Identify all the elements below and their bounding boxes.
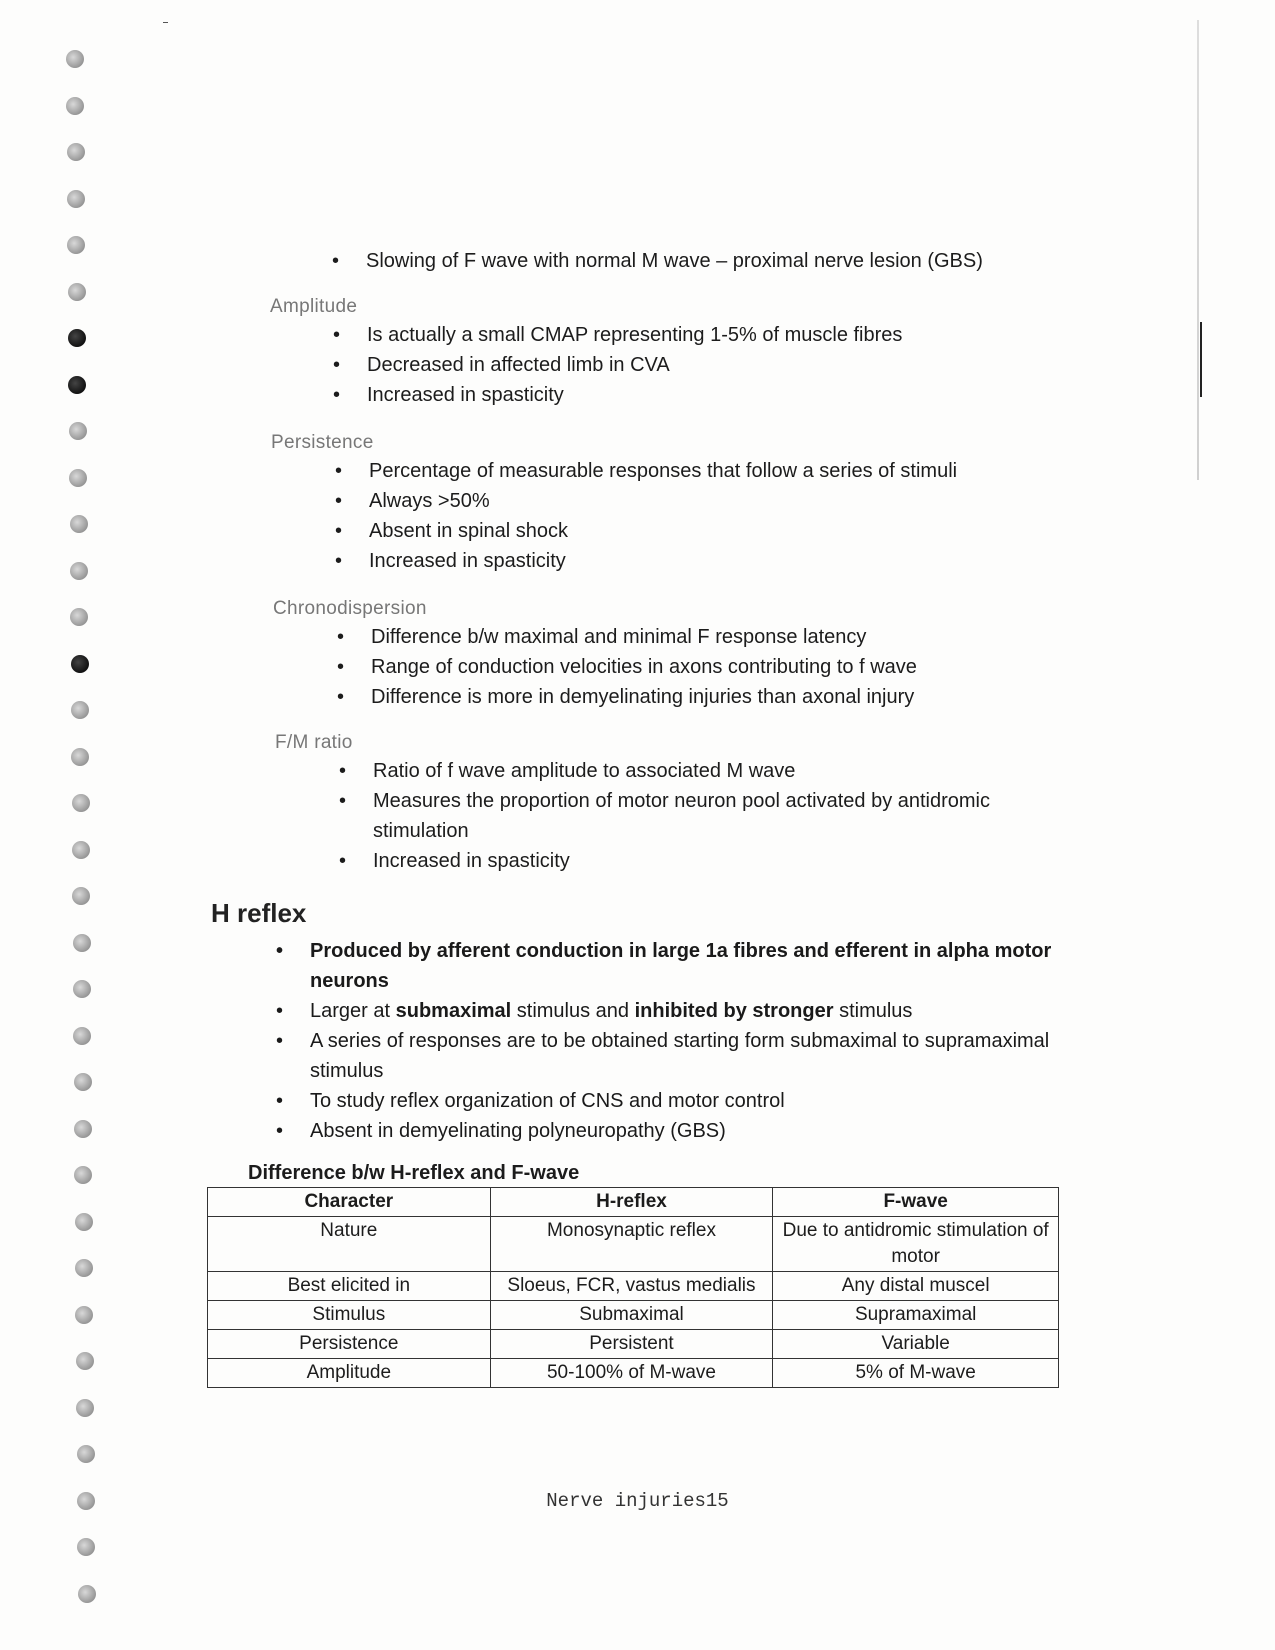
list-item: • Difference b/w maximal and minimal F response latency <box>337 622 917 652</box>
list-item: • Slowing of F wave with normal M wave – proximal nerve lesion (GBS) <box>332 246 983 276</box>
table-header-row <box>208 1188 1059 1217</box>
scan-tick <box>163 22 168 23</box>
table-cell: Submaximal <box>490 1301 773 1330</box>
binder-hole-icon <box>66 50 84 68</box>
table-cell: Nature <box>208 1217 491 1272</box>
list-item: • Increased in spasticity <box>339 846 1059 876</box>
binder-hole-icon <box>71 701 89 719</box>
binder-hole-icon <box>72 794 90 812</box>
list-item: • Absent in spinal shock <box>335 516 957 546</box>
binder-hole-icon <box>73 980 91 998</box>
binder-hole-icon <box>70 515 88 533</box>
binder-hole-icon <box>77 1445 95 1463</box>
binder-hole-icon <box>70 562 88 580</box>
binder-hole-icon <box>74 1166 92 1184</box>
table-cell: Best elicited in <box>208 1272 491 1301</box>
table-cell: Persistence <box>208 1330 491 1359</box>
chronodispersion-list <box>337 622 917 712</box>
binder-hole-icon <box>73 934 91 952</box>
amplitude-list <box>333 320 902 410</box>
section-heading-chronodispersion: Chronodispersion <box>273 598 427 619</box>
header-f-wave: F-wave <box>773 1188 1059 1217</box>
list-item: • Larger at submaximal stimulus and inhibited by stronger stimulus <box>276 996 1056 1026</box>
table-row <box>208 1330 1059 1359</box>
table-row <box>208 1217 1059 1272</box>
binder-hole-icon <box>70 608 88 626</box>
binder-hole-icon <box>77 1538 95 1556</box>
binder-hole-icon <box>68 329 86 347</box>
fm-ratio-list <box>339 756 1059 876</box>
binder-hole-icon <box>75 1213 93 1231</box>
table-cell: Stimulus <box>208 1301 491 1330</box>
binder-hole-icon <box>72 841 90 859</box>
section-heading-fm-ratio: F/M ratio <box>275 732 353 753</box>
top-bullet-list <box>332 246 983 276</box>
header-h-reflex: H-reflex <box>490 1188 773 1217</box>
binder-hole-icon <box>67 190 85 208</box>
table-row <box>208 1359 1059 1388</box>
binder-hole-icon <box>67 143 85 161</box>
table-cell: Persistent <box>490 1330 773 1359</box>
page-footer: Nerve injuries15 <box>546 1490 729 1512</box>
list-item: • A series of responses are to be obtained starting form submaximal to supramaximal stimulus <box>276 1026 1056 1086</box>
table-caption: Difference b/w H-reflex and F-wave <box>248 1162 580 1184</box>
binder-hole-icon <box>68 376 86 394</box>
list-item: • Percentage of measurable responses that follow a series of stimuli <box>335 456 957 486</box>
binder-hole-icon <box>74 1120 92 1138</box>
table-cell: Monosynaptic reflex <box>490 1217 773 1272</box>
comparison-table <box>207 1187 1059 1388</box>
binder-hole-icon <box>67 236 85 254</box>
list-item: • Produced by afferent conduction in large 1a fibres and efferent in alpha motor neurons <box>276 936 1056 996</box>
binder-hole-icon <box>76 1352 94 1370</box>
list-item: • Difference is more in demyelinating injuries than axonal injury <box>337 682 917 712</box>
section-heading-amplitude: Amplitude <box>270 296 358 317</box>
h-reflex-heading: H reflex <box>211 898 307 928</box>
table-cell: 50-100% of M-wave <box>490 1359 773 1388</box>
binder-hole-icon <box>72 887 90 905</box>
list-item: • Decreased in affected limb in CVA <box>333 350 902 380</box>
header-character: Character <box>208 1188 491 1217</box>
binder-hole-icon <box>69 422 87 440</box>
table-cell: Amplitude <box>208 1359 491 1388</box>
persistence-list <box>335 456 957 576</box>
list-item: • Absent in demyelinating polyneuropathy (GBS) <box>276 1116 1056 1146</box>
list-item: • Range of conduction velocities in axons contributing to f wave <box>337 652 917 682</box>
binder-hole-icon <box>71 748 89 766</box>
binder-hole-icon <box>66 97 84 115</box>
binder-hole-icon <box>75 1306 93 1324</box>
binder-hole-icon <box>78 1585 96 1603</box>
table-cell: Any distal muscel <box>773 1272 1059 1301</box>
binder-hole-icon <box>73 1027 91 1045</box>
list-item: • Is actually a small CMAP representing 1-5% of muscle fibres <box>333 320 902 350</box>
table-row <box>208 1301 1059 1330</box>
binder-hole-icon <box>74 1073 92 1091</box>
binder-hole-icon <box>71 655 89 673</box>
section-heading-persistence: Persistence <box>271 432 374 453</box>
binder-hole-icon <box>68 283 86 301</box>
list-item: • Ratio of f wave amplitude to associated M wave <box>339 756 1059 786</box>
list-item: • To study reflex organization of CNS and motor control <box>276 1086 1056 1116</box>
table-cell: 5% of M-wave <box>773 1359 1059 1388</box>
list-item: • Measures the proportion of motor neuron pool activated by antidromic stimulation <box>339 786 1059 846</box>
list-item: • Increased in spasticity <box>335 546 957 576</box>
table-cell: Supramaximal <box>773 1301 1059 1330</box>
binder-hole-icon <box>76 1399 94 1417</box>
table-row <box>208 1272 1059 1301</box>
binder-hole-icon <box>75 1259 93 1277</box>
scan-edge-mark <box>1200 322 1202 397</box>
binder-hole-icon <box>69 469 87 487</box>
table-cell: Variable <box>773 1330 1059 1359</box>
list-item: • Increased in spasticity <box>333 380 902 410</box>
list-item: • Always >50% <box>335 486 957 516</box>
table-cell: Sloeus, FCR, vastus medialis <box>490 1272 773 1301</box>
h-reflex-list <box>276 936 1056 1146</box>
table-cell: Due to antidromic stimulation of motor <box>773 1217 1059 1272</box>
scan-edge-line <box>1197 20 1199 480</box>
binder-holes <box>60 40 110 1640</box>
